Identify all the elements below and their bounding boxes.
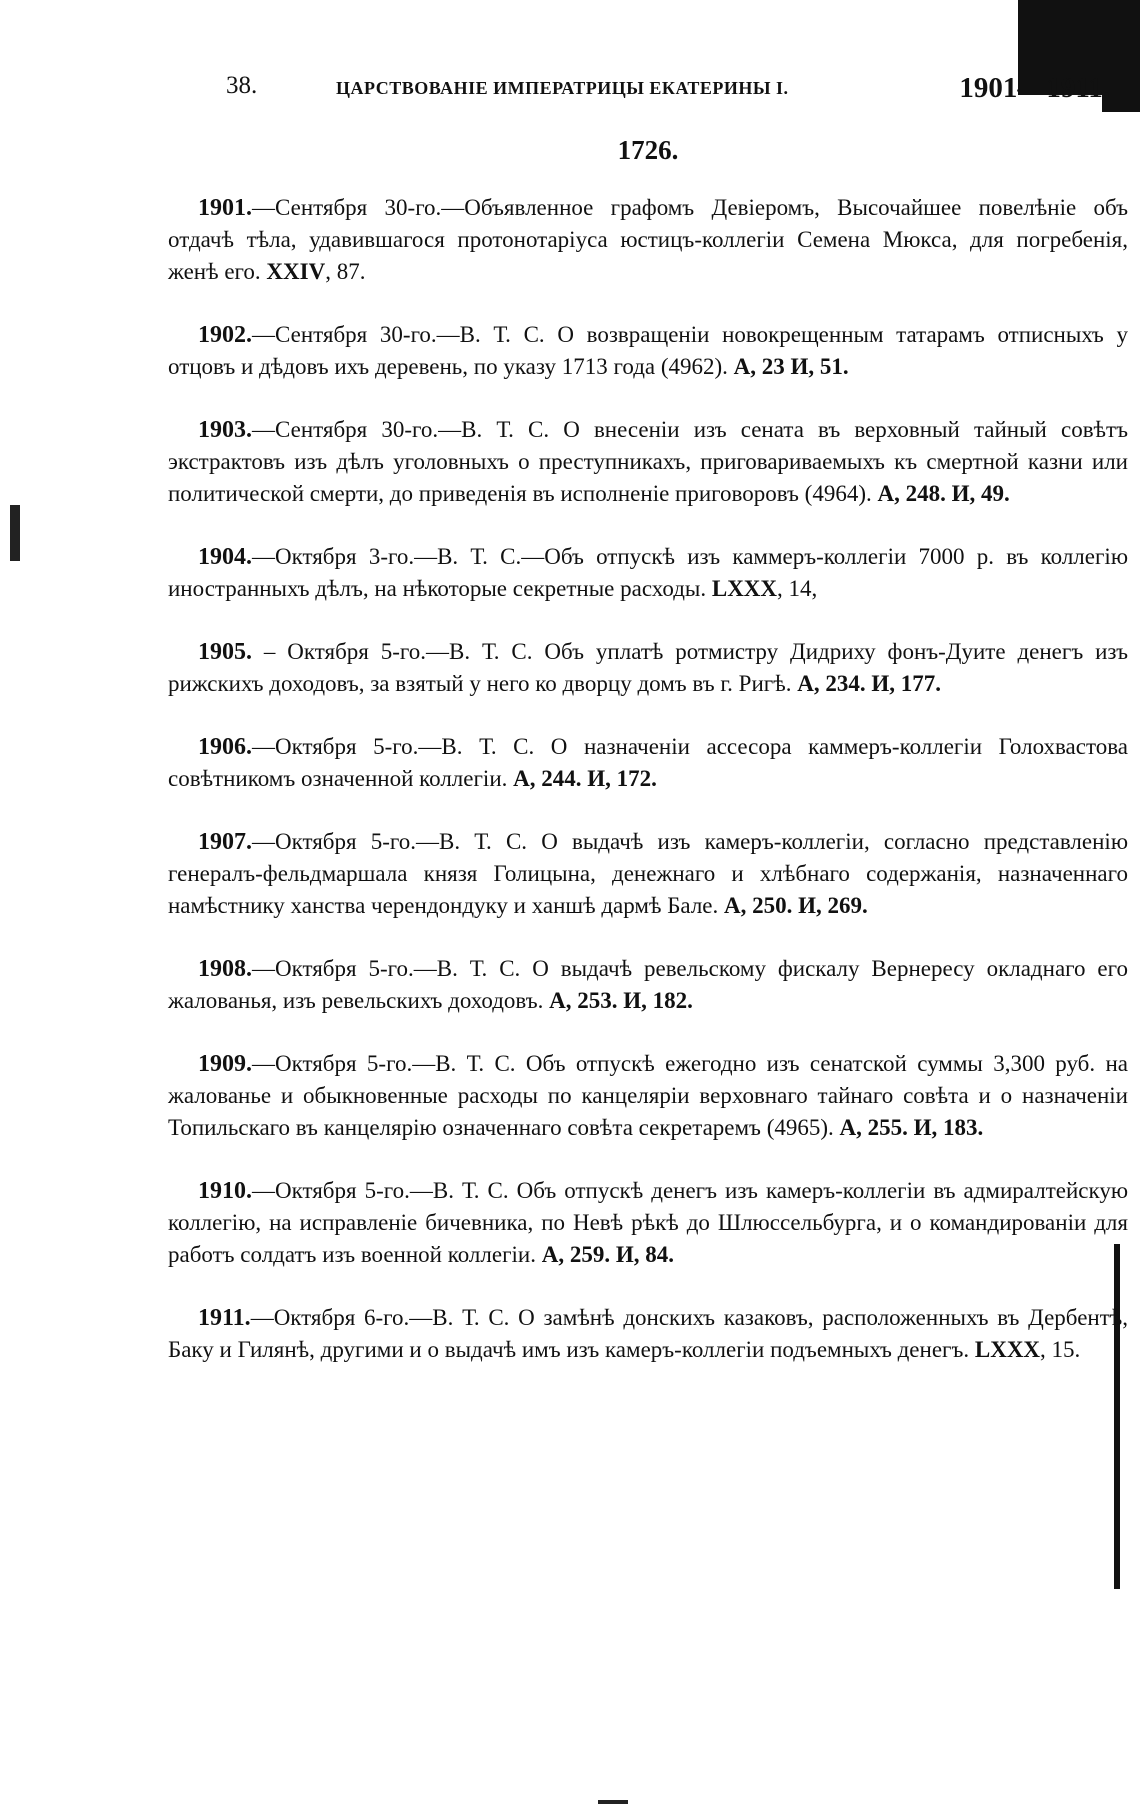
entry-reference: LXXX [974, 1337, 1041, 1362]
footer-mark [598, 1800, 628, 1804]
entry [168, 731, 1128, 795]
entry-reference: А, 250. И, 269. [724, 893, 868, 918]
entry-number: 1907. [198, 829, 252, 855]
entry [168, 953, 1128, 1017]
entry-number: 1904. [198, 544, 252, 570]
entry [168, 319, 1128, 383]
entry-tail: , 87. [325, 259, 366, 284]
entry-text: —Сентября 30-го.—Объявленное графомъ Девіеромъ, Высочайшее повелѣніе объ отдачѣ тѣла, удавившагося протонотаріуса юстицъ-коллегіи Семена Мюкса, для погребенія, женѣ его. [168, 195, 1128, 284]
entry-reference: LXXX [711, 576, 778, 601]
entry [168, 1302, 1128, 1366]
entry-reference: А, 23 И, 51. [733, 354, 849, 379]
entry-text: —Сентября 30-го.—В. Т. С. О внесеніи изъ сената въ верховный тайный совѣтъ экстрактовъ изъ дѣлъ уголовныхъ о преступникахъ, приговариваемыхъ къ смертной казни или политической смерти, до приведенія въ исполненіе приговоровъ (4964). [168, 417, 1128, 506]
margin-scan-mark [10, 505, 20, 561]
entry [168, 1175, 1128, 1271]
entry-number: 1908. [198, 956, 252, 982]
entry-range: 1901—1911. [959, 72, 1110, 104]
entry-tail: , 15. [1040, 1337, 1081, 1362]
entry-reference: А, 259. И, 84. [541, 1242, 674, 1267]
entry-text: —Октября 5-го.—В. Т. С. Объ отпускѣ денегъ изъ камеръ-коллегіи въ адмиралтейскую коллегію, на исправленіе бичевника, по Невѣ рѣкѣ до Шлюссельбурга, и о командированіи для работъ солдатъ изъ военной коллегіи. [168, 1178, 1128, 1267]
entry [168, 541, 1128, 605]
running-header [226, 72, 1128, 112]
entry-text: —Октября 6-го.—В. Т. С. О замѣнѣ донскихъ казаковъ, расположенныхъ въ Дербентѣ, Баку и Гилянѣ, другими и о выдачѣ имъ изъ камеръ-коллегіи подъемныхъ денегъ. [168, 1305, 1128, 1362]
entry-reference: XXIV [266, 259, 326, 284]
entry-reference: А, 234. И, 177. [797, 671, 941, 696]
entry [168, 192, 1128, 288]
entries-list [168, 192, 1128, 1397]
entry-text: —Сентября 30-го.—В. Т. С. О возвращеніи новокрещенным татарамъ отписныхъ у отцовъ и дѣдовъ ихъ деревень, по указу 1713 года (4962). [168, 322, 1128, 379]
entry-number: 1902. [198, 322, 252, 348]
entry-text: —Октября 5-го.—В. Т. С. О выдачѣ изъ камеръ-коллегіи, согласно представленію генералъ-фельдмаршала князя Голицына, денежнаго и хлѣбнаго содержанія, назначеннаго намѣстнику ханства черендондуку и ханшѣ дармѣ Бале. [168, 829, 1128, 918]
entry-tail: , 14, [777, 576, 818, 601]
entry [168, 1048, 1128, 1144]
entry-number: 1906. [198, 734, 252, 760]
entry-number: 1905. [198, 639, 252, 665]
entry-number: 1903. [198, 417, 252, 443]
entry-text: —Октября 5-го.—В. Т. С. О назначеніи ассесора каммеръ-коллегіи Голохвастова совѣтникомъ означенной коллегіи. [168, 734, 1128, 791]
entry [168, 826, 1128, 922]
entry-reference: А, 244. И, 172. [513, 766, 657, 791]
entry-reference: А, 255. И, 183. [839, 1115, 984, 1140]
page-number: 38. [226, 72, 258, 99]
entry-text: —Октября 5-го.—В. Т. С. О выдачѣ ревельскому фискалу Вернересу окладнаго его жалованья, изъ ревельскихъ доходовъ. [168, 956, 1128, 1013]
entry-reference: А, 253. И, 182. [549, 988, 693, 1013]
year-heading: 1726. [617, 135, 679, 165]
entry-number: 1909. [198, 1051, 252, 1077]
entry [168, 414, 1128, 510]
entry-reference: А, 248. И, 49. [877, 481, 1010, 506]
entry-text: – Октября 5-го.—В. Т. С. Объ уплатѣ ротмистру Дидриху фонъ-Дуите денегъ изъ рижскихъ доходовъ, за взятый у него ко дворцу домъ въ г. Ригѣ. [168, 639, 1128, 696]
entry-number: 1911. [198, 1305, 251, 1331]
running-title: ЦАРСТВОВАНІЕ ИМПЕРАТРИЦЫ ЕКАТЕРИНЫ I. [336, 78, 789, 98]
entry-text: —Октября 3-го.—В. Т. С.—Объ отпускѣ изъ каммеръ-коллегіи 7000 р. въ коллегію иностранныхъ дѣлъ, на нѣкоторые секретные расходы. [168, 544, 1128, 601]
entry-number: 1910. [198, 1178, 252, 1204]
entry [168, 636, 1128, 700]
entry-number: 1901. [198, 195, 252, 221]
entry-text: —Октября 5-го.—В. Т. С. Объ отпускѣ ежегодно изъ сенатской суммы 3,300 руб. на жалованье и обыкновенные расходы по канцеляріи верховнаго тайнаго совѣта и о назначеніи Топильскаго въ канцелярію означеннаго совѣта секретаремъ (4965). [168, 1051, 1128, 1140]
